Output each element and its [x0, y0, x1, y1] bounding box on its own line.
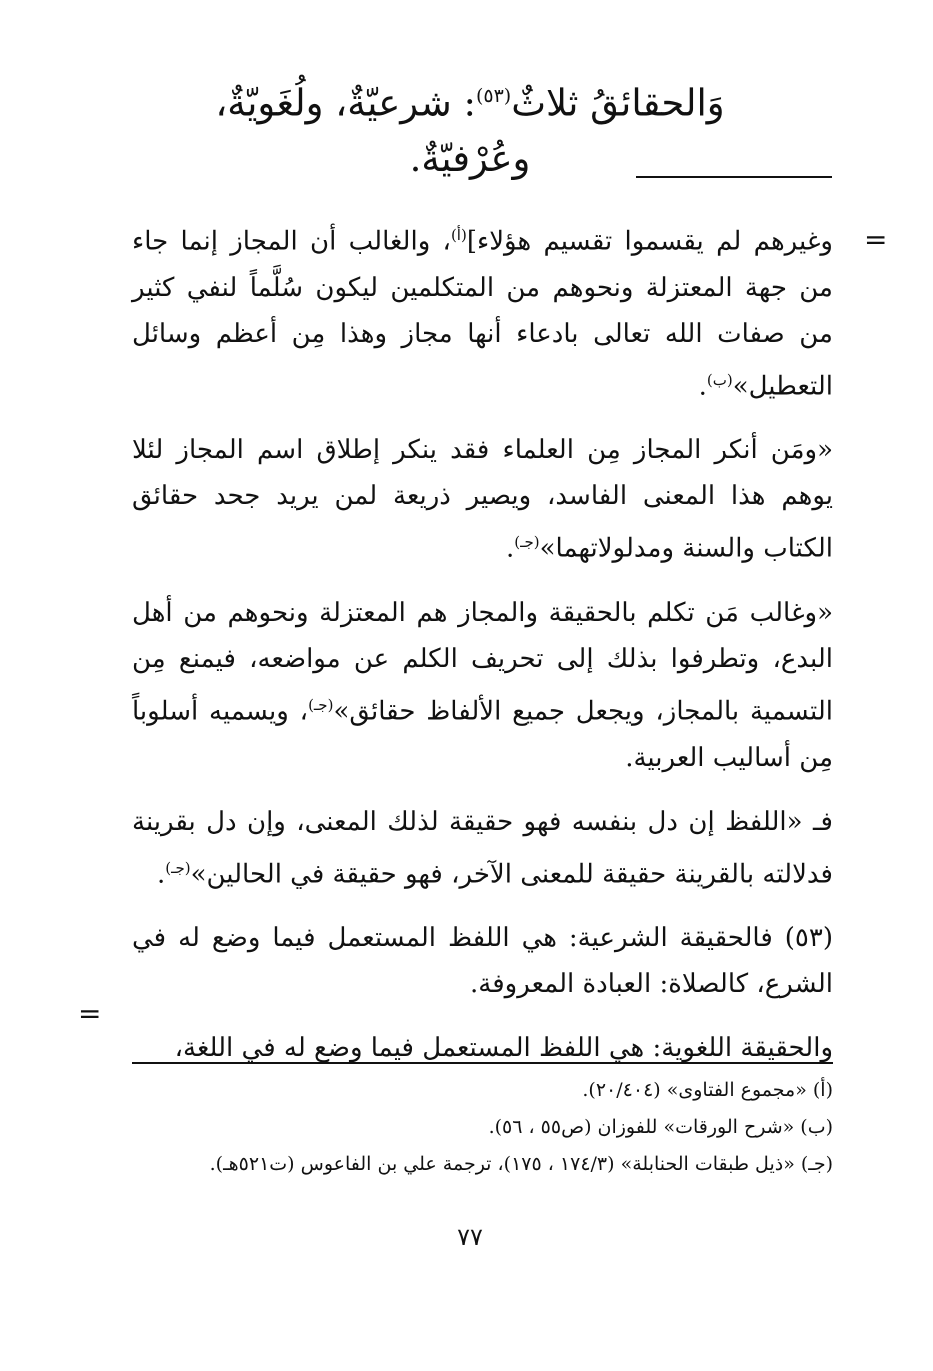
footnote-ref: (جـ): [165, 858, 191, 877]
commentary-paragraph-4: [132, 799, 833, 898]
footnote-item: (ب) «شرح الورقات» للفوزان (ص٥٥ ، ٥٦).: [488, 1116, 833, 1138]
verse-line: [150, 68, 790, 187]
paragraph-end: .: [156, 859, 166, 890]
continuation-mark-bottom: =: [78, 997, 102, 1030]
commentary-body: [132, 212, 833, 1071]
verse-text-start: وَالحقائقُ ثلاثٌ: [511, 81, 725, 125]
footnote-item: (جـ) «ذيل طبقات الحنابلة» (١٧٤/٣ ، ١٧٥)، ترجمة علي بن الفاعوس (ت٥٢١هـ).: [209, 1153, 833, 1175]
commentary-paragraph-1: [132, 212, 833, 409]
footnote-ref: (أ): [450, 226, 467, 244]
commentary-paragraph-2: [132, 427, 833, 572]
paragraph-text: ، ويسميه أسلوباً مِن أساليب العربية.: [132, 696, 833, 773]
paragraph-text: «وغالب مَن تكلم بالحقيقة والمجاز هم المعتزلة ونحوهم من أهل البدع، وتطرفوا بذلك إلى تحريف الكلم عن مواضعه، فيمنع مِن التسمية بالمجاز، ويجعل جميع الألفاظ حقائق»: [132, 597, 833, 727]
paragraph-text: وغيرهم لم يقسموا تقسيم هؤلاء]: [466, 226, 833, 257]
page-number: ٧٧: [457, 1223, 483, 1251]
paragraph-text: فـ «اللفظ إن دل بنفسه فهو حقيقة لذلك المعنى، وإن دل بقرينة فدلالته بالقرينة حقيقة للمعنى الآخر، فهو حقيقة في الحالين»: [132, 806, 833, 890]
footnote-ref: (ب): [706, 370, 733, 389]
footnote-separator-rule: [132, 1062, 833, 1064]
continuation-mark-top: =: [864, 223, 888, 256]
paragraph-text: ، والغالب أن المجاز إنما جاء من جهة المعتزلة ونحوهم من المتكلمين ليكون سُلَّماً لنفي كثير من صفات الله تعالى بادعاء أنها مجاز وهذا مِن أعظم وسائل التعطيل»: [132, 226, 833, 402]
footnotes: [132, 1072, 833, 1183]
commentary-paragraph-5: (٥٣) فالحقيقة الشرعية: هي اللفظ المستعمل فيما وضع له في الشرع، كالصلاة: العبادة المعروفة.: [132, 923, 833, 1000]
footnote-item: (أ) «مجموع الفتاوى» (٢٠/٤٠٤).: [582, 1079, 833, 1101]
commentary-paragraph-6: والحقيقة اللغوية: هي اللفظ المستعمل فيما وضع له في اللغة،: [174, 1033, 833, 1064]
commentary-paragraph-3: [132, 590, 833, 781]
paragraph-text: «ومَن أنكر المجاز مِن العلماء فقد ينكر إطلاق اسم المجاز لئلا يوهم هذا المعنى الفاسد، ويصير ذريعة لمن يريد جحد حقائق الكتاب والسنة ومدلولاتهما»: [132, 435, 833, 564]
paragraph-end: .: [506, 533, 515, 564]
verse-text-end: : شرعيّةٌ، ولُغَويّةٌ، وعُرْفيّةٌ.: [215, 81, 531, 181]
verse-separator-rule: [636, 176, 832, 178]
footnote-ref: (جـ): [308, 695, 334, 714]
paragraph-end: .: [698, 371, 707, 402]
verse-footnote-ref: (٥٣): [475, 85, 512, 107]
footnote-ref: (جـ): [514, 533, 540, 552]
